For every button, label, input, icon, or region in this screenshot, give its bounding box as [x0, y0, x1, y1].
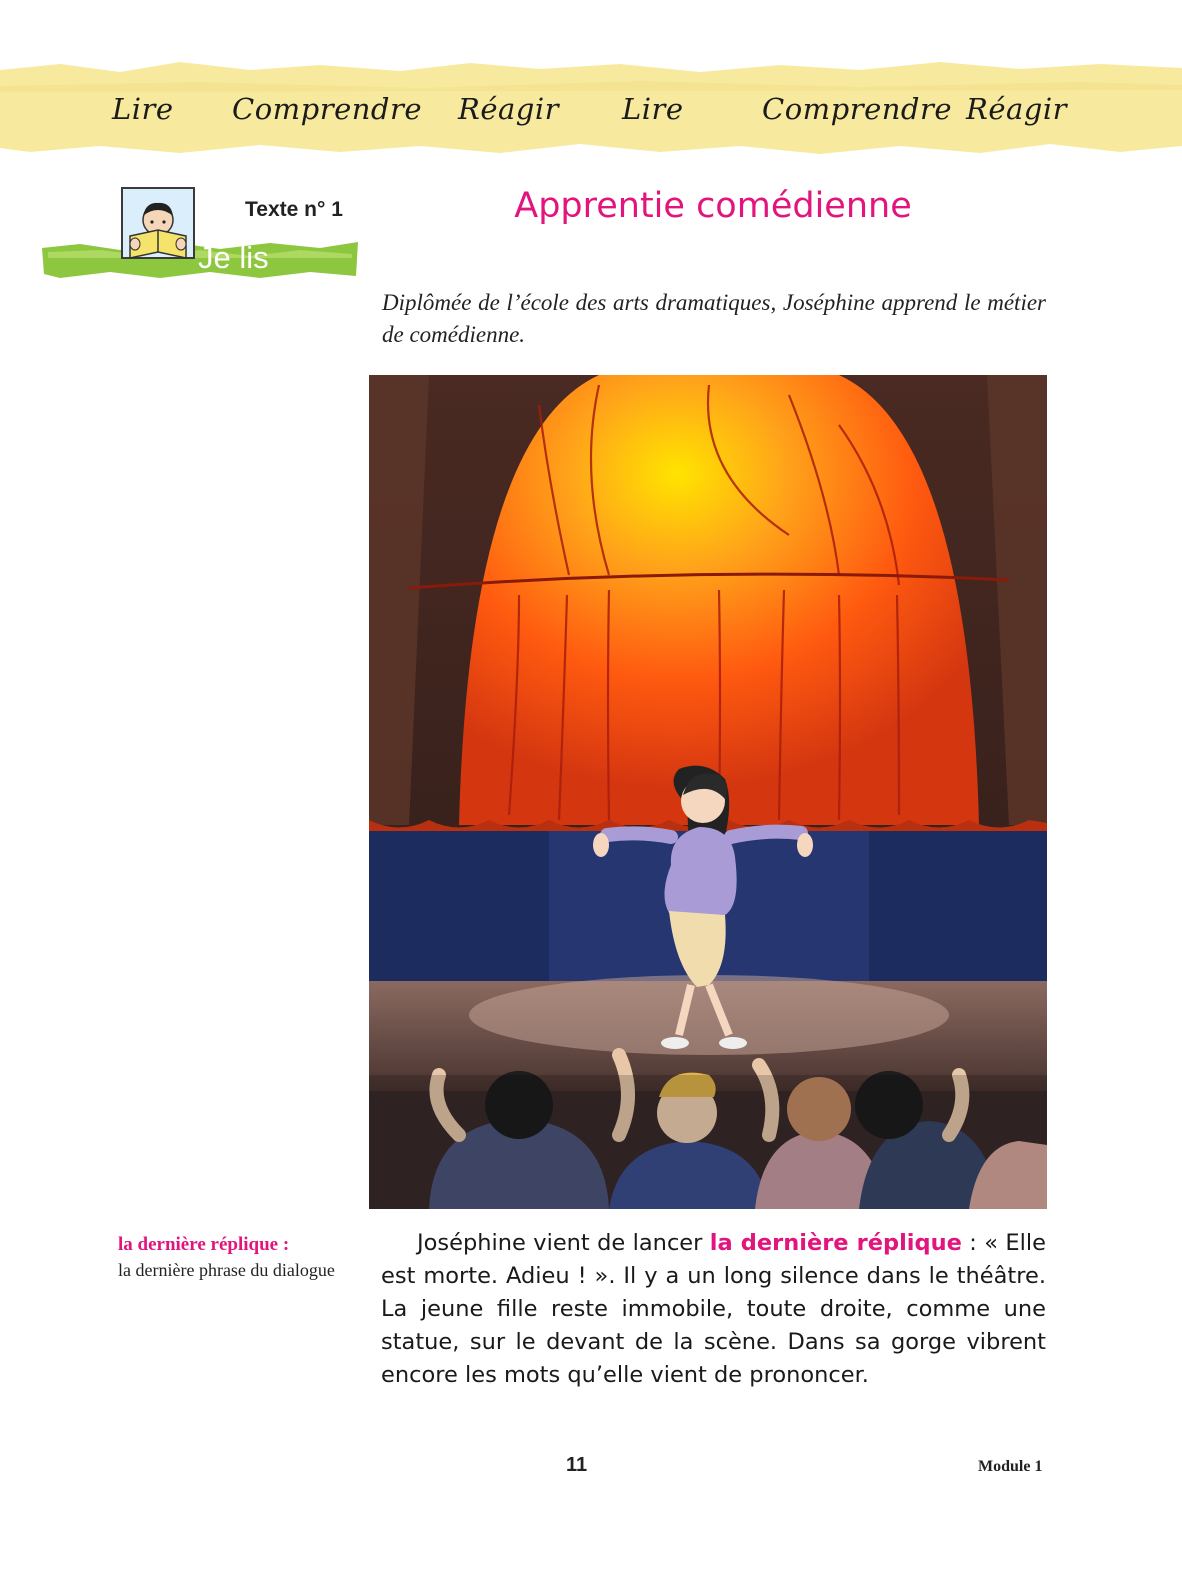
intro-paragraph: Diplômée de l’école des arts dramatiques, Joséphine apprend le métier de comédienne. — [382, 290, 1046, 347]
theater-stage-illustration — [369, 375, 1047, 1209]
banner-word-lire: Lire — [622, 92, 684, 126]
banner-word-lire: Lire — [112, 92, 174, 126]
banner-word-reagir: Réagir — [966, 92, 1067, 126]
top-banner — [0, 56, 1182, 166]
banner-word-comprendre: Comprendre — [232, 92, 423, 126]
module-label: Module 1 — [978, 1458, 1043, 1475]
page-title: Apprentie comédienne — [514, 186, 912, 226]
text-number: Texte n° 1 — [245, 198, 343, 221]
body-text-before: Joséphine vient de lancer — [417, 1230, 710, 1256]
body-text-after: : « Elle est morte. Adieu ! ». Il y a un long silence dans le théâtre. La jeune fille reste immobile, toute droite, comme une statue, sur le devant de la scène. Dans sa gorge vibrent encore les mots qu’elle vient de prononcer. — [381, 1230, 1046, 1388]
glossary-term: la dernière réplique : — [118, 1234, 290, 1255]
page-number: 11 — [566, 1454, 588, 1476]
body-highlight-term: la dernière réplique — [709, 1230, 962, 1256]
section-label: Je lis — [198, 240, 269, 275]
banner-word-reagir: Réagir — [458, 92, 559, 126]
glossary-definition: la dernière phrase du dialogue — [118, 1260, 335, 1280]
body-paragraph — [381, 1227, 1046, 1392]
banner-word-comprendre: Comprendre — [762, 92, 953, 126]
